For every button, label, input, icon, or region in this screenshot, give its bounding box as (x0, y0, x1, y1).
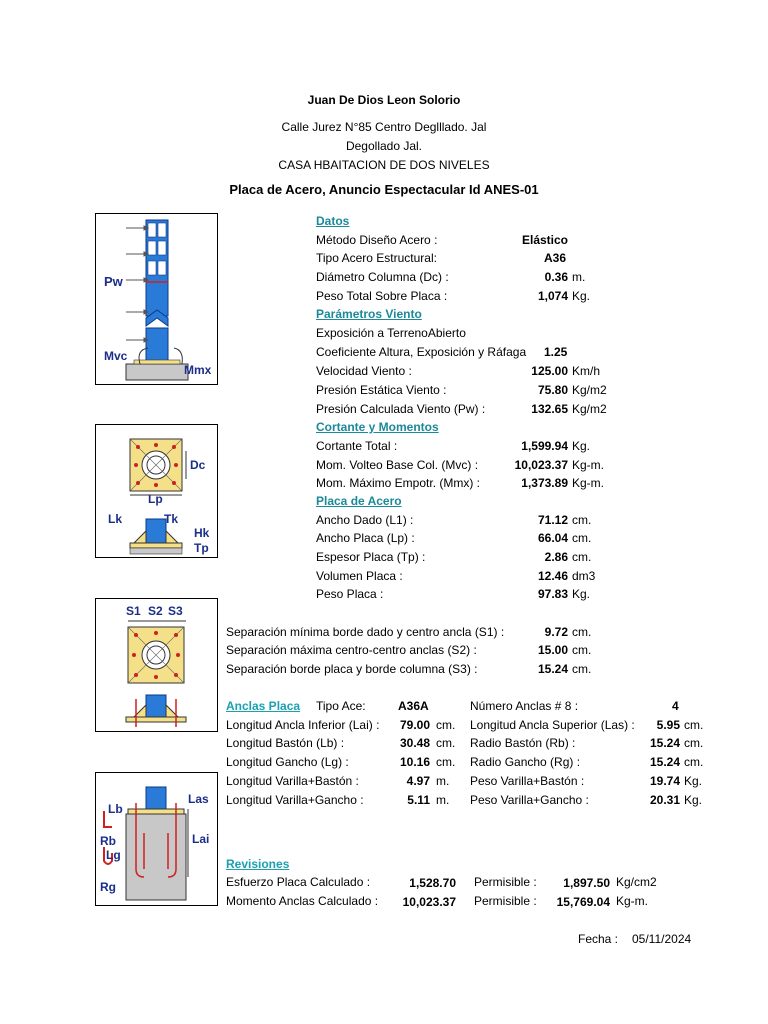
placa-unit-3: dm3 (572, 569, 596, 583)
mmx-label: Mmx (184, 363, 212, 377)
anclas-left-unit-0: cm. (436, 718, 456, 732)
viento-value-0: 125.00 (531, 364, 568, 378)
dc-label: Dc (190, 458, 206, 472)
sep-unit-2: cm. (572, 662, 592, 676)
sep-unit-1: cm. (572, 643, 592, 657)
las-label: Las (188, 792, 209, 806)
anclas-right-value-0: 5.95 (656, 718, 680, 732)
anclas-left-label-4: Longitud Varilla+Gancho : (226, 793, 364, 807)
author-name: Juan De Dios Leon Solorio (307, 93, 461, 107)
anclas-right-unit-3: Kg. (684, 774, 703, 788)
cortante-label-0: Cortante Total : (316, 439, 398, 453)
cortante-value-0: 1,599.94 (521, 439, 568, 453)
rev-perm-value-1: 15,769.04 (556, 895, 610, 909)
rev-perm-label-1: Permisible : (474, 894, 537, 908)
anclas-right-value-2: 15.24 (649, 755, 680, 769)
anclas-right-label-2: Radio Gancho (Rg) : (470, 755, 581, 769)
city: Degollado Jal. (345, 139, 423, 153)
placa-value-0: 71.12 (537, 513, 568, 527)
anclas-right-label-1: Radio Bastón (Rb) : (470, 736, 576, 750)
tk-label: Tk (164, 512, 179, 526)
datos-value-1: A36 (543, 251, 566, 265)
datos-value-0: Elástico (521, 233, 569, 247)
viento-value-2: 132.65 (531, 402, 568, 416)
anclas-numero-label: Número Anclas # 8 : (470, 699, 579, 713)
lp-label: Lp (148, 492, 163, 506)
rev-perm-value-0: 1,897.50 (563, 876, 610, 890)
cortante-heading: Cortante y Momentos (316, 420, 439, 434)
sep-value-0: 9.72 (544, 625, 568, 639)
anclas-left-label-2: Longitud Gancho (Lg) : (226, 755, 349, 769)
sep-value-1: 15.00 (537, 643, 568, 657)
anclas-right-value-4: 20.31 (649, 793, 680, 807)
column-elevation-figure (95, 213, 218, 385)
anclas-left-label-1: Longitud Bastón (Lb) : (226, 736, 345, 750)
viento-unit-1: Kg/m2 (572, 383, 607, 397)
cortante-value-2: 1,373.89 (521, 476, 568, 490)
anclas-right-value-1: 15.24 (649, 736, 680, 750)
placa-value-2: 2.86 (544, 550, 568, 564)
rb-label: Rb (100, 834, 116, 848)
revisiones-heading: Revisiones (226, 857, 290, 871)
lb-label: Lb (108, 802, 123, 816)
rev-perm-label-0: Permisible : (474, 875, 537, 889)
sep-label-1: Separación máxima centro-centro anclas (S2) : (226, 643, 477, 657)
anclas-left-unit-4: m. (436, 793, 450, 807)
anclas-left-unit-2: cm. (436, 755, 456, 769)
document-title: Placa de Acero, Anuncio Espectacular Id ANES-01 (229, 182, 539, 197)
datos-label-2: Diámetro Columna (Dc) : (316, 270, 449, 284)
rev-label-0: Esfuerzo Placa Calculado : (226, 875, 371, 889)
datos-label-1: Tipo Acero Estructural: (316, 251, 437, 265)
viento-label-0: Velocidad Viento : (316, 364, 412, 378)
placa-label-4: Peso Placa : (316, 587, 384, 601)
sep-value-2: 15.24 (537, 662, 568, 676)
datos-unit-2: m. (572, 270, 586, 284)
cortante-unit-2: Kg-m. (572, 476, 605, 490)
anclas-numero-value: 4 (672, 699, 679, 713)
anclas-tipo-value: A36A (398, 699, 429, 713)
rev-value-0: 1,528.70 (409, 876, 456, 890)
fecha-label: Fecha : (578, 932, 619, 946)
s3-label: S3 (168, 604, 183, 618)
rg-label: Rg (100, 880, 116, 894)
anclas-left-value-0: 79.00 (399, 718, 430, 732)
rev-label-1: Momento Anclas Calculado : (226, 894, 379, 908)
anclas-right-unit-0: cm. (684, 718, 704, 732)
anclas-left-value-4: 5.11 (407, 793, 430, 807)
anclas-right-unit-4: Kg. (684, 793, 703, 807)
viento-heading: Parámetros Viento (316, 307, 422, 321)
cortante-label-1: Mom. Volteo Base Col. (Mvc) : (316, 458, 479, 472)
sep-label-0: Separación mínima borde dado y centro ancla (S1) : (226, 625, 505, 639)
datos-value-3: 1,074 (537, 289, 568, 303)
anclas-left-label-0: Longitud Ancla Inferior (Lai) : (226, 718, 380, 732)
anclas-right-label-4: Peso Varilla+Gancho : (470, 793, 589, 807)
placa-label-3: Volumen Placa : (316, 569, 403, 583)
datos-label-3: Peso Total Sobre Placa : (316, 289, 448, 303)
anclas-right-label-0: Longitud Ancla Superior (Las) : (470, 718, 635, 732)
viento-unit-2: Kg/m2 (572, 402, 607, 416)
cortante-unit-0: Kg. (572, 439, 591, 453)
placa-label-2: Espesor Placa (Tp) : (316, 550, 426, 564)
placa-unit-1: cm. (572, 531, 592, 545)
placa-label-1: Ancho Placa (Lp) : (316, 531, 415, 545)
placa-value-3: 12.46 (537, 569, 568, 583)
rev-unit-1: Kg-m. (616, 894, 649, 908)
placa-value-4: 97.83 (537, 587, 568, 601)
sep-label-2: Separación borde placa y borde columna (S3) : (226, 662, 478, 676)
lk-label: Lk (108, 512, 123, 526)
anclas-heading: Anclas Placa (226, 699, 301, 713)
cortante-unit-1: Kg-m. (572, 458, 605, 472)
anchor-detail-figure (95, 772, 218, 906)
project-name: CASA HBAITACION DE DOS NIVELES (278, 158, 490, 172)
s2-label: S2 (148, 604, 163, 618)
viento-unit-0: Km/h (572, 364, 601, 378)
anclas-left-value-3: 4.97 (406, 774, 430, 788)
placa-label-0: Ancho Dado (L1) : (316, 513, 414, 527)
viento-exposicion: Exposición a TerrenoAbierto (316, 326, 466, 340)
s1-label: S1 (126, 604, 141, 618)
placa-unit-2: cm. (572, 550, 592, 564)
sep-unit-0: cm. (572, 625, 592, 639)
anclas-left-value-1: 30.48 (399, 736, 430, 750)
cortante-label-2: Mom. Máximo Empotr. (Mmx) : (316, 476, 481, 490)
pw-label: Pw (104, 274, 123, 289)
anclas-left-unit-3: m. (436, 774, 450, 788)
anchor-spacing-figure (95, 598, 218, 732)
anclas-tipo-label: Tipo Ace: (316, 699, 366, 713)
plate-plan-figure (95, 424, 218, 558)
hk-label: Hk (194, 526, 210, 540)
address: Calle Jurez N°85 Centro Deglllado. Jal (281, 120, 487, 134)
anclas-left-unit-1: cm. (436, 736, 456, 750)
fecha-value: 05/11/2024 (632, 932, 692, 946)
datos-label-0: Método Diseño Acero : (316, 233, 438, 247)
placa-unit-4: Kg. (572, 587, 591, 601)
lg-label: Lg (106, 848, 121, 862)
viento-label-1: Presión Estática Viento : (316, 383, 447, 397)
anclas-left-value-2: 10.16 (399, 755, 430, 769)
mvc-label: Mvc (104, 349, 128, 363)
viento-coef-label: Coeficiente Altura, Exposición y Ráfaga (316, 345, 527, 359)
placa-value-1: 66.04 (537, 531, 568, 545)
tp-label: Tp (194, 541, 209, 555)
datos-unit-3: Kg. (572, 289, 591, 303)
anclas-right-value-3: 19.74 (649, 774, 680, 788)
placa-unit-0: cm. (572, 513, 592, 527)
cortante-value-1: 10,023.37 (514, 458, 568, 472)
anclas-right-label-3: Peso Varilla+Bastón : (470, 774, 585, 788)
lai-label: Lai (192, 832, 210, 846)
placa-heading: Placa de Acero (316, 494, 402, 508)
datos-value-2: 0.36 (544, 270, 568, 284)
rev-value-1: 10,023.37 (402, 895, 456, 909)
viento-label-2: Presión Calculada Viento (Pw) : (316, 402, 486, 416)
rev-unit-0: Kg/cm2 (616, 875, 657, 889)
anclas-left-label-3: Longitud Varilla+Bastón : (226, 774, 359, 788)
anclas-right-unit-1: cm. (684, 736, 704, 750)
viento-value-1: 75.80 (537, 383, 568, 397)
datos-heading: Datos (316, 214, 350, 228)
anclas-right-unit-2: cm. (684, 755, 704, 769)
viento-coef-value: 1.25 (544, 345, 568, 359)
